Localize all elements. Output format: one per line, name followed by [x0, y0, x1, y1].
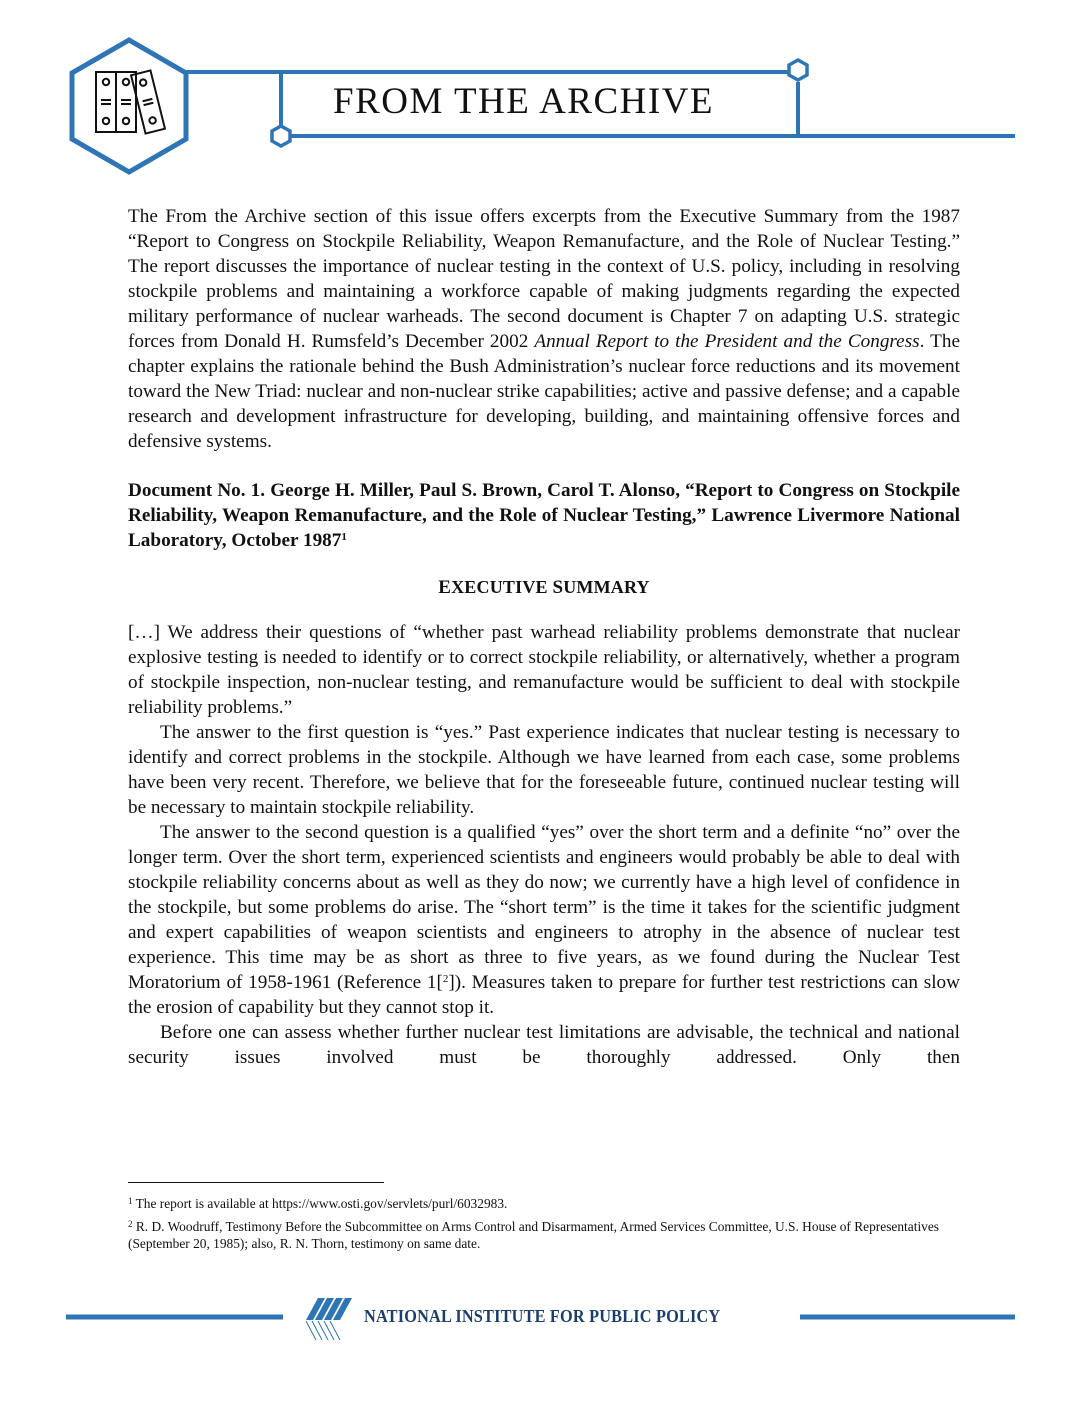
- title-initial-2: S: [552, 577, 564, 598]
- nipp-logo-icon: [306, 1298, 352, 1340]
- intro-text: The From the Archive section of this issue offers excerpts from the Executive Summary from the 1987 “Report to Congress on Stockpile Reliability, Weapon Remanufacture, and the Role of Nuclear Testing.” The report discusses the importance of nuclear testing in the context of U.S. policy, including in resolving stockpile problems and maintaining a workforce capable of making judgments regarding the expected military performance of nuclear warheads. The second document is Chapter 7 on adapting U.S. strategic forces from Donald H. Rumsfeld’s December 2002: [128, 206, 960, 352]
- footnote-number: 1: [128, 1196, 133, 1206]
- small-hexagon-right: [789, 60, 807, 80]
- intro-text-cont: . The chapter explains the rationale behind the Bush Administration’s nuclear force reductions and its movement toward the New Triad: nuclear and non-nuclear strike capabilities; active and passive defense; and a capable research and development infrastructure for developing, building, and maintaining offensive forces and defensive systems.: [128, 331, 960, 452]
- footnote-ref-2[interactable]: 2: [442, 973, 449, 985]
- page-title: FROM THE ARCHIVE: [333, 81, 715, 122]
- title-initial: E: [438, 577, 452, 598]
- footnote-number: 2: [128, 1219, 133, 1229]
- p3-text-cont: ]). Measures taken to prepare for further test restrictions can slow the erosion of capability but they cannot stop it.: [128, 972, 960, 1018]
- document-citation: Document No. 1. George H. Miller, Paul S. Brown, Carol T. Alonso, “Report to Congress on Stockpile Reliability, Weapon Remanufacture, and the Role of Nuclear Testing,” Lawrence Livermore National Laboratory, October 1987: [128, 480, 960, 551]
- p3-text: The answer to the second question is a qualified “yes” over the short term and a definite “no” over the longer term. Over the short term, experienced scientists and engineers would probably be able to deal with stockpile reliability concerns about as well as they do now; we currently have a high level of confidence in the stockpile, but some problems do arise. The “short term” is the time it takes for the scientific judgment and expert capabilities of weapon scientists and engineers to atrophy in the absence of nuclear test experience. This time may be as short as three to five years, as we found during the Nuclear Test Moratorium of 1958-1961 (Reference 1[: [128, 822, 960, 993]
- body-paragraph-1: […] We address their questions of “whether past warhead reliability problems demonstrate that nuclear explosive testing is needed to identify or to correct stockpile reliability, or alternatively, whether a program of stockpile inspection, non-nuclear testing, and remanufacture would be sufficient to deal with stockpile reliability problems.”: [128, 622, 960, 718]
- footnote-1: [128, 1195, 960, 1212]
- logo-hexagon: [72, 40, 186, 172]
- title-rest: XECUTIVE: [451, 577, 548, 597]
- body-paragraph-4: Before one can assess whether further nuclear test limitations are advisable, the technical and national security issues involved must be thoroughly addressed. Only then: [128, 1022, 960, 1068]
- section-title: [128, 575, 960, 600]
- small-hexagon-left: [272, 126, 290, 146]
- body-paragraph-3: [128, 820, 960, 1020]
- title-rest-2: UMMARY: [563, 577, 650, 597]
- footnotes: [128, 1182, 960, 1258]
- body-paragraph-2: The answer to the first question is “yes.” Past experience indicates that nuclear testing is necessary to identify and correct problems in the stockpile. Although we have learned from each case, some problems have been very recent. Therefore, we believe that for the foreseeable future, continued nuclear testing will be necessary to maintain stockpile reliability.: [128, 722, 960, 818]
- footnote-text: The report is available at https://www.osti.gov/servlets/purl/6032983.: [135, 1196, 508, 1211]
- intro-report-title: Annual Report to the President and the Congress: [534, 331, 920, 352]
- footnote-2: [128, 1218, 960, 1252]
- article-body: [128, 204, 960, 1070]
- footnote-divider: [128, 1182, 384, 1183]
- footnote-text: R. D. Woodruff, Testimony Before the Subcommittee on Arms Control and Disarmament, Armed Services Committee, U.S. House of Representatives (September 20, 1985); also, R. N. Thorn, testimony on same date.: [128, 1219, 940, 1251]
- page-header: [0, 0, 1088, 190]
- footnote-ref-1[interactable]: 1: [341, 531, 347, 543]
- document-heading: [128, 478, 960, 553]
- org-name: NATIONAL INSTITUTE FOR PUBLIC POLICY: [364, 1306, 721, 1326]
- page-footer: [0, 1290, 1088, 1350]
- intro-paragraph: [128, 204, 960, 454]
